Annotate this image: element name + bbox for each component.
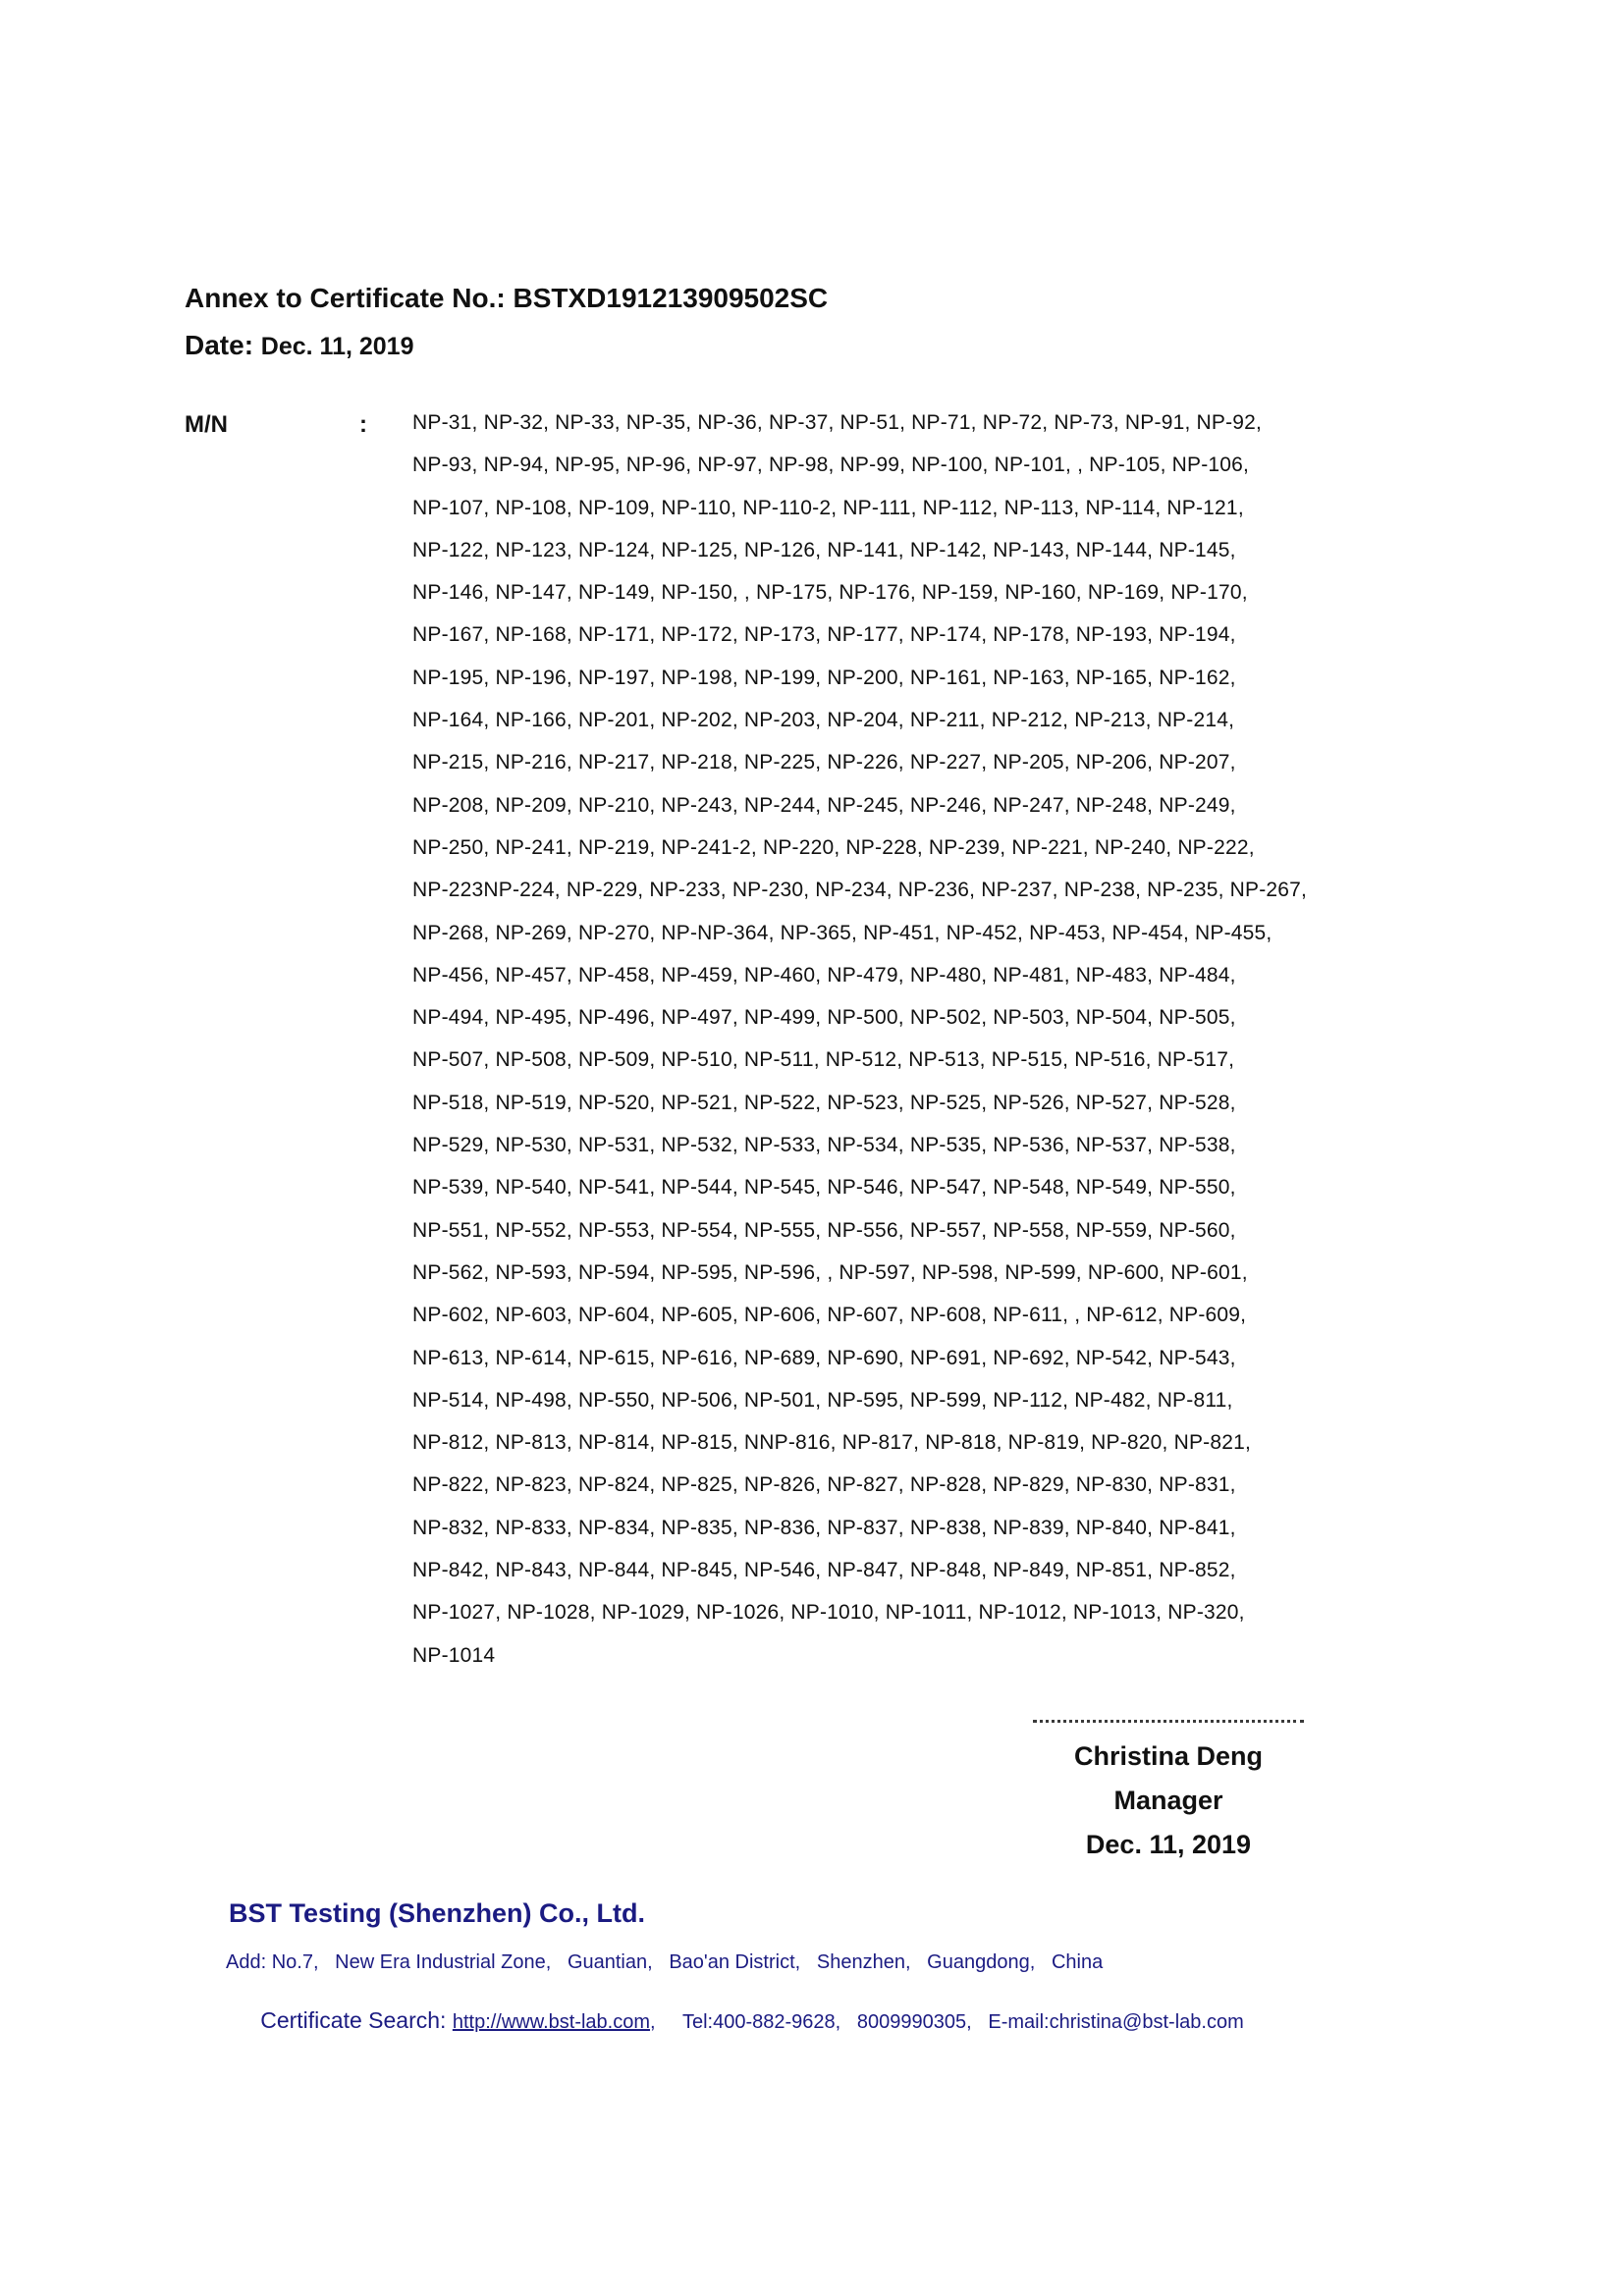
model-number-line: NP-832, NP-833, NP-834, NP-835, NP-836, NP-837, NP-838, NP-839, NP-840, NP-841,: [412, 1516, 1236, 1539]
model-number-line: NP-146, NP-147, NP-149, NP-150, , NP-175, NP-176, NP-159, NP-160, NP-169, NP-170,: [412, 581, 1248, 605]
model-number-line: NP-250, NP-241, NP-219, NP-241-2, NP-220, NP-228, NP-239, NP-221, NP-240, NP-222,: [412, 835, 1255, 859]
model-number-line: NP-812, NP-813, NP-814, NP-815, NNP-816, NP-817, NP-818, NP-819, NP-820, NP-821,: [412, 1431, 1252, 1455]
model-number-colon: :: [359, 411, 367, 438]
model-number-line: NP-507, NP-508, NP-509, NP-510, NP-511, NP-512, NP-513, NP-515, NP-516, NP-517,: [412, 1048, 1235, 1072]
company-name: BST Testing (Shenzhen) Co., Ltd.: [229, 1898, 645, 1928]
signatory-title: Manager: [1113, 1786, 1223, 1815]
date-label: Date:: [185, 330, 254, 360]
model-number-line: NP-602, NP-603, NP-604, NP-605, NP-606, NP-607, NP-608, NP-611, , NP-612, NP-609,: [412, 1304, 1247, 1327]
model-number-line: NP-456, NP-457, NP-458, NP-459, NP-460, NP-479, NP-480, NP-481, NP-483, NP-484,: [412, 963, 1236, 987]
model-number-line: NP-107, NP-108, NP-109, NP-110, NP-110-2, NP-111, NP-112, NP-113, NP-114, NP-121,: [412, 496, 1244, 519]
signature-date: Dec. 11, 2019: [1085, 1830, 1252, 1859]
model-number-line: NP-215, NP-216, NP-217, NP-218, NP-225, NP-226, NP-227, NP-205, NP-206, NP-207,: [412, 751, 1236, 774]
model-number-line: NP-31, NP-32, NP-33, NP-35, NP-36, NP-37, NP-51, NP-71, NP-72, NP-73, NP-91, NP-92,: [412, 411, 1263, 434]
model-number-line: NP-822, NP-823, NP-824, NP-825, NP-826, NP-827, NP-828, NP-829, NP-830, NP-831,: [412, 1473, 1236, 1497]
model-number-line: NP-539, NP-540, NP-541, NP-544, NP-545, NP-546, NP-547, NP-548, NP-549, NP-550,: [412, 1176, 1236, 1200]
model-number-line: NP-514, NP-498, NP-550, NP-506, NP-501, NP-595, NP-599, NP-112, NP-482, NP-811,: [412, 1388, 1233, 1412]
model-number-line: NP-1027, NP-1028, NP-1029, NP-1026, NP-1010, NP-1011, NP-1012, NP-1013, NP-320,: [412, 1601, 1245, 1625]
model-number-line: NP-1014: [412, 1643, 496, 1667]
signature-block: [933, 1720, 1404, 1867]
model-number-line: NP-529, NP-530, NP-531, NP-532, NP-533, NP-534, NP-535, NP-536, NP-537, NP-538,: [412, 1134, 1236, 1157]
model-number-line: NP-518, NP-519, NP-520, NP-521, NP-522, NP-523, NP-525, NP-526, NP-527, NP-528,: [412, 1091, 1236, 1114]
model-number-line: NP-164, NP-166, NP-201, NP-202, NP-203, NP-204, NP-211, NP-212, NP-213, NP-214,: [412, 709, 1235, 732]
model-number-line: NP-93, NP-94, NP-95, NP-96, NP-97, NP-98, NP-99, NP-100, NP-101, , NP-105, NP-106,: [412, 454, 1250, 477]
certificate-search-link[interactable]: http://www.bst-lab.com: [452, 2011, 651, 2033]
model-number-line: NP-167, NP-168, NP-171, NP-172, NP-173, NP-177, NP-174, NP-178, NP-193, NP-194,: [412, 623, 1236, 647]
company-address: Add: No.7, New Era Industrial Zone, Guantian, Bao'an District, Shenzhen, Guangdong, China: [226, 1951, 1104, 1973]
date-line: [185, 330, 414, 361]
model-number-line: NP-494, NP-495, NP-496, NP-497, NP-499, NP-500, NP-502, NP-503, NP-504, NP-505,: [412, 1006, 1236, 1030]
certificate-search-line: [239, 1985, 1244, 2056]
model-number-line: NP-842, NP-843, NP-844, NP-845, NP-546, NP-847, NP-848, NP-849, NP-851, NP-852,: [412, 1559, 1236, 1582]
model-number-line: NP-562, NP-593, NP-594, NP-595, NP-596, , NP-597, NP-598, NP-599, NP-600, NP-601,: [412, 1260, 1248, 1284]
model-number-label: M/N: [185, 411, 228, 438]
model-number-line: NP-223NP-224, NP-229, NP-233, NP-230, NP-234, NP-236, NP-237, NP-238, NP-235, NP-267,: [412, 879, 1308, 902]
model-number-list: [412, 401, 1492, 1677]
annex-title-line: [185, 283, 828, 314]
signature-dotted-line: [1033, 1720, 1304, 1723]
date-value: Dec. 11, 2019: [260, 333, 414, 360]
certificate-search-label: Certificate Search:: [260, 2007, 453, 2033]
model-number-line: NP-613, NP-614, NP-615, NP-616, NP-689, NP-690, NP-691, NP-692, NP-542, NP-543,: [412, 1346, 1236, 1369]
model-number-line: NP-195, NP-196, NP-197, NP-198, NP-199, NP-200, NP-161, NP-163, NP-165, NP-162,: [412, 666, 1236, 689]
certificate-number: BSTXD191213909502SC: [513, 283, 829, 313]
signatory-name: Christina Deng: [1073, 1741, 1264, 1771]
model-number-line: NP-268, NP-269, NP-270, NP-NP-364, NP-365, NP-451, NP-452, NP-453, NP-454, NP-455,: [412, 921, 1272, 944]
model-number-line: NP-122, NP-123, NP-124, NP-125, NP-126, NP-141, NP-142, NP-143, NP-144, NP-145,: [412, 538, 1236, 561]
model-number-line: NP-208, NP-209, NP-210, NP-243, NP-244, NP-245, NP-246, NP-247, NP-248, NP-249,: [412, 793, 1236, 817]
model-number-line: NP-551, NP-552, NP-553, NP-554, NP-555, NP-556, NP-557, NP-558, NP-559, NP-560,: [412, 1218, 1236, 1242]
annex-title-label: Annex to Certificate No.:: [185, 283, 506, 313]
certificate-search-details: , Tel:400-882-9628, 8009990305, E-mail:christina@bst-lab.com: [650, 2011, 1244, 2033]
